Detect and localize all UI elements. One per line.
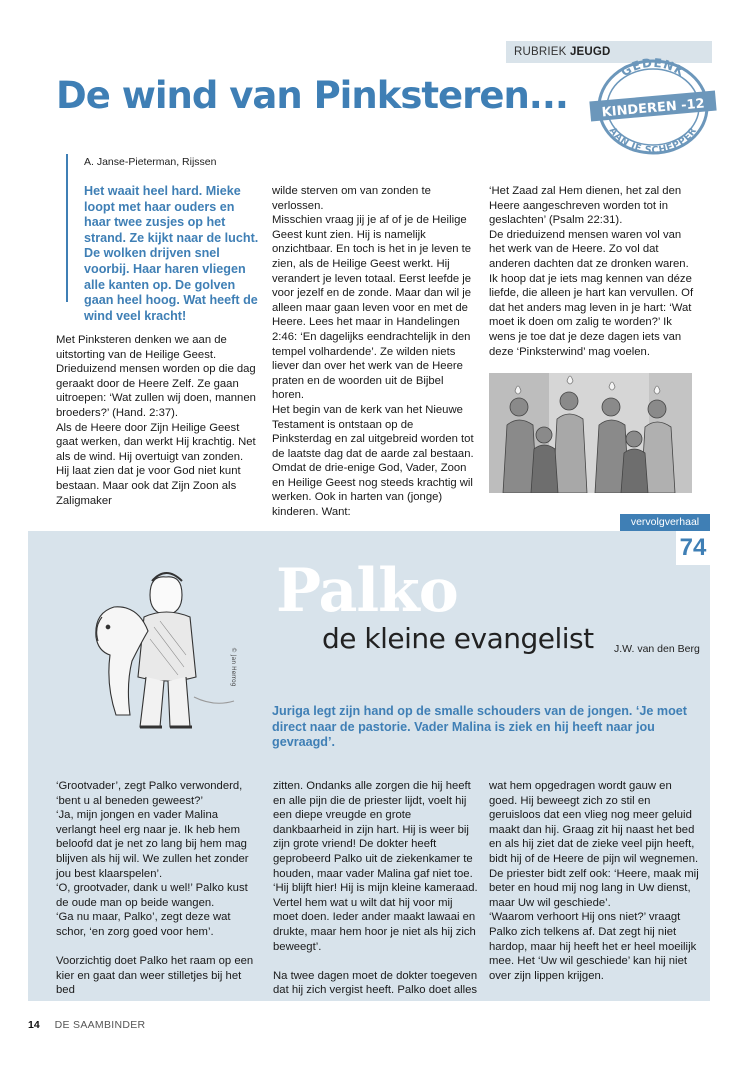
- stamp-bottom-text: AAN JE SCHEPPER: [606, 125, 700, 155]
- paragraph: Als de Heere door Zijn Heilige Geest gaat werken, dan werkt Hij krachtig. Net als de wind. Hij overtuigt van zonden. Hij laat zien dat je voor God niet kunt bestaan. Maar ook dat Zijn Zoon als Zaligmaker: [56, 421, 256, 507]
- stamp-middle-text: KINDEREN -12: [601, 96, 706, 121]
- serial-subtitle: de kleine evangelist: [322, 622, 594, 655]
- paragraph: zitten. Ondanks alle zorgen die hij heeft en alle pijn die de priester lijdt, voelt hij een diepe vreugde en grote dankbaarheid in zijn hart. Hij is weer bij zijn grote vriend! De dokter heeft geprobeerd Palko uit de ziekenkamer te houden, maar vader Malina gaf niet toe. ‘Hij blijft hier! Hij is mijn kleine kameraad. Vertel hem wat u wilt dat hij voor mij moet doen. Ieder ander maakt lawaai en drukte, maar hem hoor je niet als hij zich beweegt’.: [273, 780, 478, 953]
- serial-author: J.W. van den Berg: [614, 643, 700, 655]
- svg-text:AAN JE SCHEPPER: [607, 125, 700, 155]
- pentecost-illustration: [489, 373, 692, 493]
- paragraph-spacer: [273, 954, 478, 969]
- article-column-3: [489, 184, 699, 359]
- stamp-top-text: GEDENK: [618, 55, 688, 80]
- paragraph: Voorzichtig doet Palko het raam op een kier en gaat dan weer stilletjes bij het bed: [56, 955, 254, 997]
- illustrator-credit: © Jan Herrog: [230, 647, 237, 687]
- rubriek-label: RUBRIEK: [514, 46, 567, 58]
- paragraph: ‘O, grootvader, dank u wel!’ Palko kust de oude man op beide wangen.: [56, 882, 248, 909]
- paragraph: Misschien vraag jij je af of je de Heilige Geest kunt zien. Hij is namelijk onzichtbaar. En toch is het in je leven te zien, als de Heilige Geest werkt. Hij verandert je leven totaal. Eerst leefde je voor jezelf en de zonde. Maar dan wil je alleen maar gaan leven voor en met de Heere. Lees het maar in Handelingen 2:46: ‘En dagelijks eendrachtelijk in den tempel volhardende’. Ze wilden niets liever dan over het werk van de Heere praten en de woorden uit de Bijbel horen.: [272, 214, 472, 402]
- paragraph: Na twee dagen moet de dokter toegeven dat hij zich vergist heeft. Palko doet alles: [273, 969, 478, 997]
- serial-tab: vervolgverhaal: [620, 514, 710, 531]
- serial-lead: Juriga legt zijn hand op de smalle schouders van de jongen. ‘Je moet direct naar de pastorie. Vader Malina is ziek en hij heeft naar jou gevraagd’.: [272, 704, 687, 750]
- paragraph: Het begin van de kerk van het Nieuwe Testament is ontstaan op de Pinksterdag en zal uitgebreid worden tot de laatste dag dat de aarde zal bestaan. Omdat de drie-enige God, Vader, Zoon en Heilige Geest nog steeds krachtig wil werken. Ook in harten van (jonge) kinderen. Want:: [272, 403, 474, 519]
- paragraph: ‘Grootvader’, zegt Palko verwonderd, ‘bent u al beneden geweest?’: [56, 780, 243, 807]
- page-footer: [28, 1019, 145, 1031]
- article-column-1: [56, 333, 256, 508]
- episode-number: 74: [676, 531, 710, 565]
- article-author: A. Janse-Pieterman, Rijssen: [84, 156, 217, 168]
- rubriek-value: JEUGD: [569, 46, 611, 58]
- svg-text:GEDENK: [618, 56, 687, 80]
- paragraph: wilde sterven om van zonden te verlossen.: [272, 185, 431, 212]
- serial-column-2: [273, 779, 478, 998]
- paragraph-spacer: [56, 940, 261, 955]
- paragraph: De drieduizend mensen waren vol van het werk van de Heere. Zo vol dat anderen dachten dat ze dronken waren. Ik hoop dat je iets mag kennen van déze liefde, die alleen je hart kan vervullen. Of dat het anders mag leven in je hart: ‘Wat moet ik doen om zalig te worden?’ Ik wens je toe dat je deze dagen iets van deze ‘Pinksterwind’ mag voelen.: [489, 228, 694, 358]
- article-title: De wind van Pinksteren...: [56, 74, 568, 117]
- magazine-name: DE SAAMBINDER: [54, 1019, 146, 1031]
- page-number: 14: [28, 1019, 40, 1031]
- paragraph: ‘Ga nu maar, Palko’, zegt deze wat schor, ‘en zorg goed voor hem’.: [56, 911, 231, 938]
- paragraph: ‘Het Zaad zal Hem dienen, het zal den Heere aangeschreven worden tot in geslachten’ (Psalm 22:31).: [489, 185, 682, 227]
- article-intro: Het waait heel hard. Mieke loopt met haar ouders en haar twee zusjes op het strand. Ze kijkt naar de lucht. De wolken drijven snel voorbij. Haar haren vliegen alle kanten op. De golven gaan heel hoog. Wat heeft de wind veel kracht!: [84, 184, 259, 323]
- palko-illustration: [74, 547, 244, 747]
- paragraph: Met Pinksteren denken we aan de uitstorting van de Heilige Geest. Drieduizend mensen worden op die dag geraakt door de Heere Zelf. Ze gaan uitroepen: ‘Wat zullen wij doen, mannen broeders?’ (Hand. 2:37).: [56, 334, 256, 419]
- serial-title: Palko: [276, 556, 458, 626]
- paragraph: ‘Ja, mijn jongen en vader Malina verlangt heel erg naar je. Ik heb hem beloofd dat je net zo lang bij hem mag blijven als hij wil. We zullen het zonder jou best klaarspelen’.: [56, 809, 249, 880]
- serial-column-3: [489, 779, 699, 983]
- intro-divider: [66, 154, 68, 302]
- stamp-logo: [588, 55, 718, 155]
- serial-column-1: [56, 779, 261, 998]
- paragraph: ‘Waarom verhoort Hij ons niet?’ vraagt Palko zich telkens af. Dat zegt hij niet hardop, maar hij heeft het er heel moeilijk mee. Het ‘Uw wil geschiede’ kan hij niet over zijn lippen krijgen.: [489, 911, 697, 982]
- paragraph: wat hem opgedragen wordt gauw en goed. Hij beweegt zich zo stil en geruisloos dat een vlieg nog meer geluid maakt dan hij. Graag zit hij naast het bed en als hij ziet dat de zieke veel pijn heeft, bidt hij of de Heere de pijn wil wegnemen. De priester bidt zelf ook: ‘Heere, maak mij beter en houd mij nog lang in Uw dienst, maar Uw wil geschiede’.: [489, 780, 699, 909]
- article-column-2: [272, 184, 476, 520]
